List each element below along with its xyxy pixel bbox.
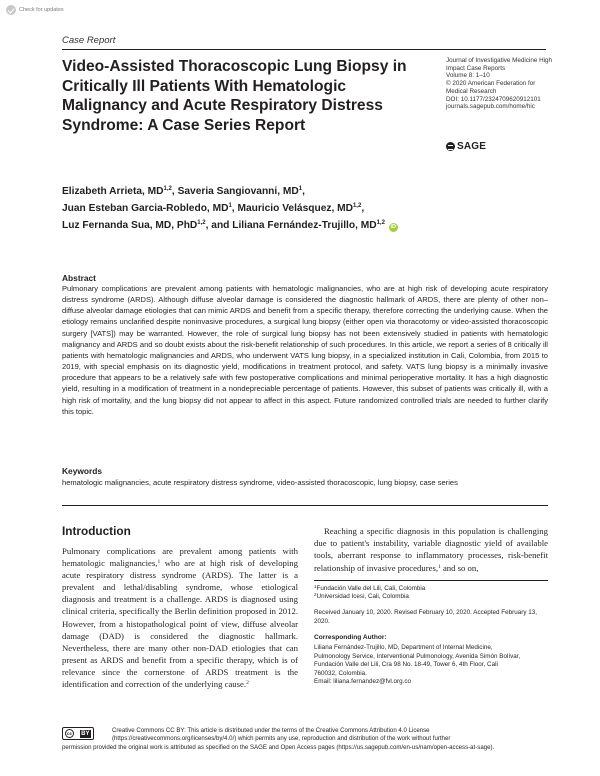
affiliation-sup: 1 xyxy=(314,584,317,589)
abstract-body: Pulmonary complications are prevalent among patients with hematologic malignancies, who are at high risk of developing acute respiratory distress syndrome (ARDS). Although diffuse alveolar damage is considered the diagnostic hallmark of ARDS, there are plenty of other non–diffuse alveolar damage etiologies that can mimic ARDS and benefit from a specific therapy, therefore correcting the underlying cause. When the etiology remains unclarified despite noninvasive procedures, a surgical lung biopsy (either open via thoracotomy or video-assisted thoracoscopic surgery [VATS]) may be warranted. However, the role of surgical lung biopsy has not been extensively studied in patients with hematologic malignancy and ARDS and so doubt exists about the risk-benefit relationship of such procedures. In this article, we report a series of 8 critically ill patients with hematologic malignancies and ARDS, who underwent VATS lung biopsy, in a specialized institution in Cali, Colombia, from 2015 to 2019, with special emphasis on its diagnostic yield, modifications in treatment protocol, and safety. VATS lung biopsy is a minimally invasive procedure that appears to be a relatively safe with few postoperative complications and minimal perioperative mortality. It has a high diagnostic yield, resulting in a modification of treatment in a nondepreciable percentage of patients. However, this subset of patients was critically ill, with a high risk of mortality, and the lung biopsy did not appear to affect in this aspect. Future randomized controlled trials are needed to further clarify this topic. xyxy=(62,284,548,416)
author-list xyxy=(62,183,502,235)
introduction-paragraph-left xyxy=(62,545,298,690)
author-affiliation-sup: 1,2 xyxy=(352,203,362,210)
check-for-updates-badge[interactable] xyxy=(6,4,64,16)
journal-info-line: © 2020 American Federation for xyxy=(446,80,536,88)
affiliation-sup: 2 xyxy=(314,592,317,598)
license-text: Creative Commons CC BY: This article is distributed under the terms of the Creative Commons Attribution 4.0 License (https://creativecommons.org/licenses/by/4.0/) which permits any use, reproduction and distribution of the work without further xyxy=(112,727,451,743)
cc-icon: cc xyxy=(66,731,72,736)
abstract-heading: Abstract xyxy=(62,273,96,283)
license-text-continued: permission provided the original work is attributed as specified on the SAGE and Open Access pages (https://us.sagepub.com/en-us/nam/open-access-at-sage). xyxy=(62,744,495,751)
journal-url-line: journals.sagepub.com/home/hic xyxy=(446,103,535,111)
affiliation-text: Fundación Valle del Lili, Cali, Colombia xyxy=(316,585,426,592)
publisher-name: SAGE xyxy=(457,141,487,152)
author-affiliation-sup: 1,2 xyxy=(197,220,206,227)
introduction-heading: Introduction xyxy=(62,524,131,538)
orcid-icon[interactable]: iD xyxy=(390,224,397,231)
author-affiliation-sup: 1,2 xyxy=(376,220,385,227)
corresponding-email[interactable]: Email: liliana.fernandez@fvl.org.co xyxy=(314,678,412,686)
author-separator: , xyxy=(302,186,305,197)
keywords-body: hematologic malignancies, acute respiratory distress syndrome, video-assisted thoracoscopic, lung biopsy, case series xyxy=(62,478,458,487)
affiliation-line xyxy=(314,593,548,601)
citation-sup: 1 xyxy=(157,559,161,566)
affiliation-text: Universidad Icesi, Cali, Colombia xyxy=(316,593,409,601)
creative-commons-logo[interactable] xyxy=(62,727,94,740)
sage-logo-icon xyxy=(446,142,455,151)
author-name: Mauricio Velásquez, MD xyxy=(237,203,353,215)
journal-info-line: Impact Case Reports xyxy=(446,64,506,72)
intro-text: who are at high risk of developing acute respiratory distress syndrome (ARDS). The latter is a prevalent and lethal/disabling syndrome, whose etiological diagnosis and treatment is a challenge. ARDS is diagnosed using clinical criteria, specifically the Berlin definition proposed in 2012. However, from a histopathological point of view, diffuse alveolar damage (DAD) is considered the diagnostic hallmark. Nevertheless, there are many other non-DAD etiologies that can present as ARDS and benefit from a specific therapy, which is of relevance since the cornerstone of ARDS treatment is the identification and correction of the underlying cause. xyxy=(62,558,298,690)
received-dates: Received January 10, 2020. Revised February 10, 2020. Accepted February 13, 2020. xyxy=(314,609,537,625)
journal-info-line: Journal of Investigative Medicine High xyxy=(446,57,553,64)
intro-text: Pulmonary complications are prevalent among patients with hematologic malignancies, xyxy=(62,546,298,569)
by-icon: BY xyxy=(81,730,90,737)
header-divider xyxy=(62,49,546,50)
author-affiliation-sup: 1 xyxy=(298,186,303,192)
author-name: Saveria Sangiovanni, MD xyxy=(177,186,299,197)
corresponding-author-details xyxy=(314,644,548,687)
journal-info xyxy=(446,57,586,111)
affiliations xyxy=(314,585,548,602)
intro-text: and so on, xyxy=(440,562,479,573)
author-name: Juan Esteban Garcia-Robledo, MD xyxy=(62,203,229,215)
footnote-divider xyxy=(314,580,548,581)
author-affiliation-sup: 1 xyxy=(228,203,232,210)
introduction-paragraph-right xyxy=(314,525,548,574)
corresponding-line: Liliana Fernández-Trujillo, MD, Department of Internal Medicine, xyxy=(314,644,493,651)
check-for-updates-label: Check for updates xyxy=(19,7,64,13)
author-separator: , xyxy=(231,203,235,215)
intro-text: Reaching a specific diagnosis in this population is challenging due to patient's instability, variable diagnostic yield of available tools, aberrant response to inflammatory processes, risk-benefit relationship of invasive procedures, xyxy=(314,526,548,573)
author-separator: , xyxy=(361,203,365,215)
journal-info-line: Volume 8: 1–10 xyxy=(446,72,490,80)
author-affiliation-sup: 1,2 xyxy=(163,186,172,192)
citation-sup: 2 xyxy=(246,680,249,687)
section-divider xyxy=(62,505,548,506)
check-circle-icon xyxy=(6,5,16,15)
author-name: Luz Fernanda Sua, MD, PhD xyxy=(62,220,198,232)
author-separator: , xyxy=(171,186,175,197)
corresponding-author-heading: Corresponding Author: xyxy=(314,634,387,641)
doi-line: DOI: 10.1177/2324709620912101 xyxy=(446,95,541,103)
keywords-heading: Keywords xyxy=(62,466,103,476)
journal-info-line: Medical Research xyxy=(446,87,497,95)
corresponding-line: Pulmonology Service, Interventional Pulmonology, Avenida Simón Bolívar, xyxy=(314,652,521,660)
author-name: Elizabeth Arrieta, MD xyxy=(62,186,164,197)
corresponding-line: Fundación Valle del Lili, Cra 98 No. 18-49, Tower 6, 4th Floor, Cali xyxy=(314,661,498,669)
article-title: Video-Assisted Thoracoscopic Lung Biopsy in Critically Ill Patients With Hematologic Malignancy and Acute Respiratory Distress Syndrome: A Case Series Report xyxy=(62,58,407,134)
citation-sup: 1 xyxy=(438,563,441,570)
corresponding-line: 760032, Colombia. xyxy=(314,669,367,677)
author-separator: , and xyxy=(205,220,230,232)
publisher-logo xyxy=(446,141,486,152)
author-name: Liliana Fernández-Trujillo, MD xyxy=(232,220,377,232)
article-type-label: Case Report xyxy=(62,35,116,46)
